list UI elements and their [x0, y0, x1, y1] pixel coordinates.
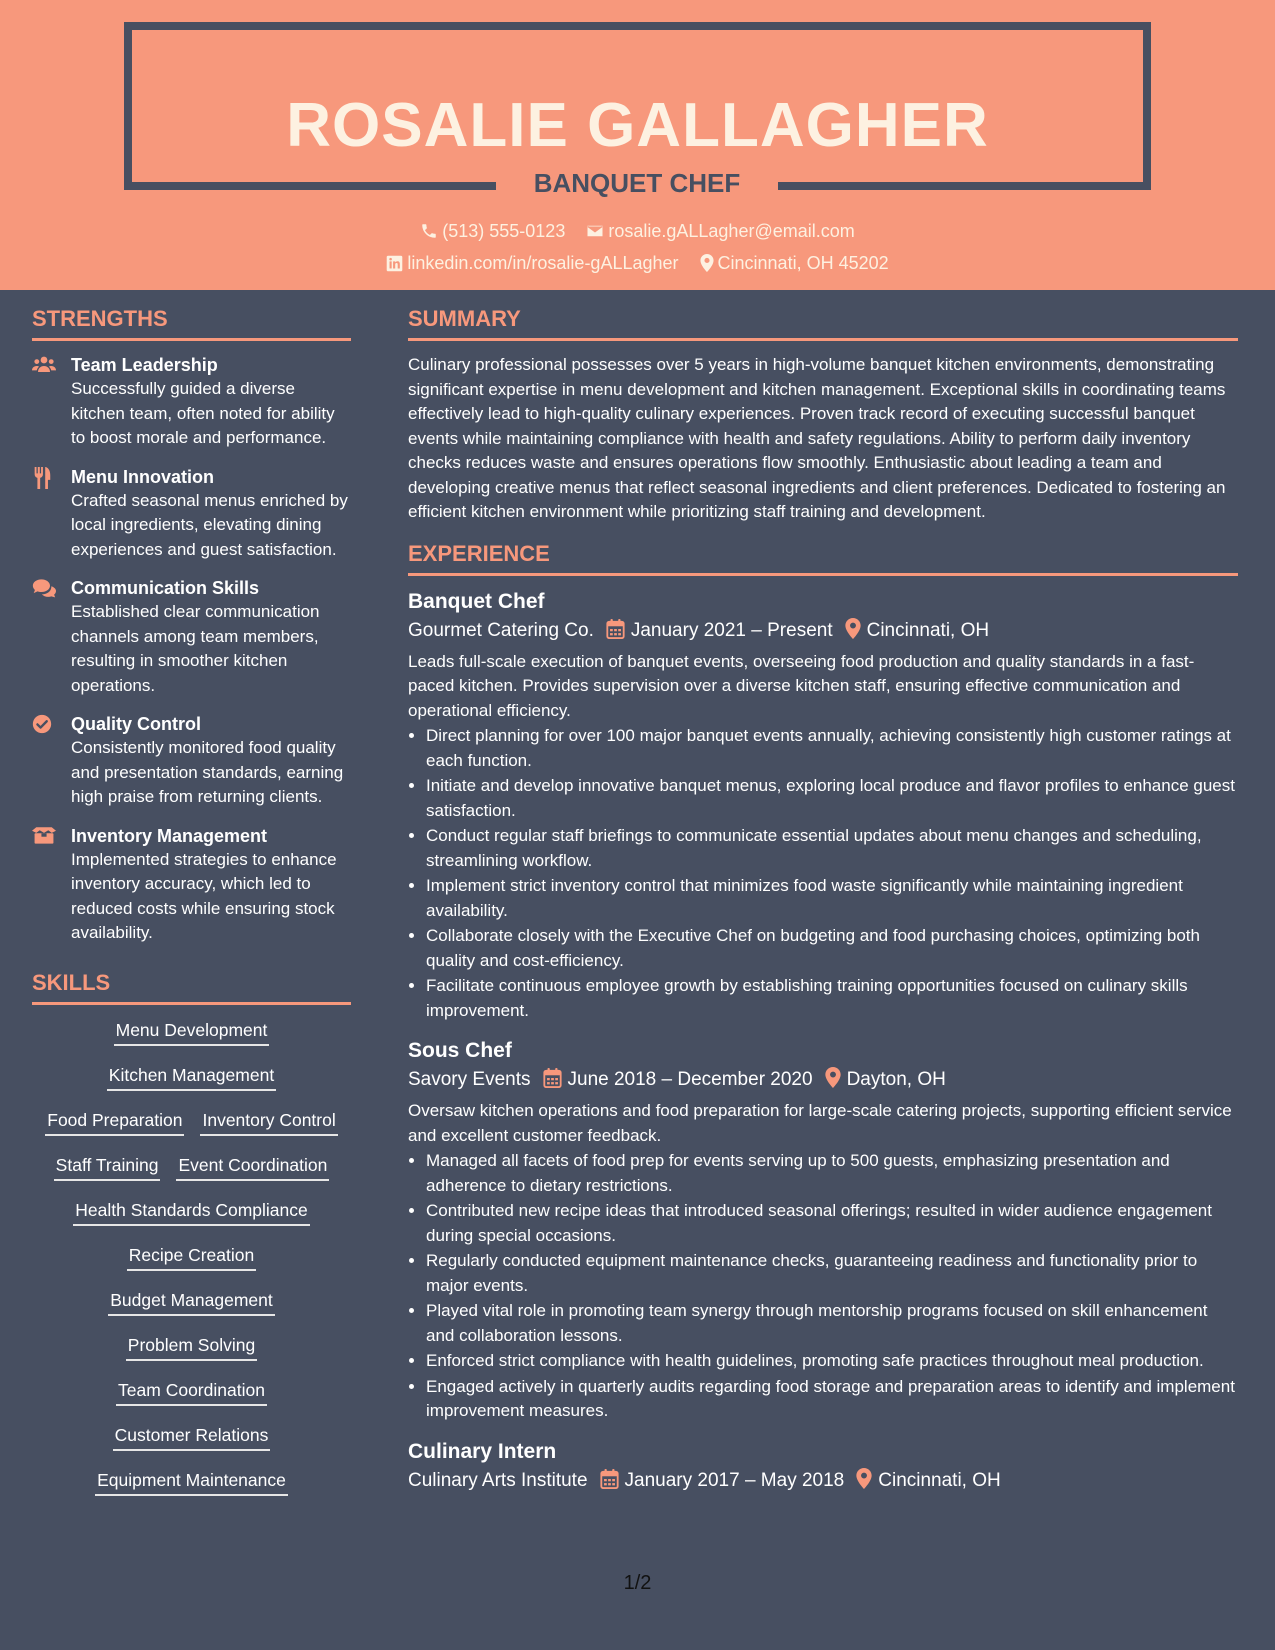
job-bullet: • Implement strict inventory control that minimizes food waste significantly while maintaining ingredient availability.	[426, 874, 1238, 923]
strength-item	[32, 353, 351, 451]
summary-heading: SUMMARY	[408, 306, 1238, 341]
job-location: Dayton, OH	[846, 1069, 946, 1090]
job-bullets	[408, 724, 1238, 1023]
job-dates: January 2021 – Present	[630, 619, 833, 641]
strength-title: Inventory Management	[71, 825, 268, 846]
skill-tag: Recipe Creation	[127, 1244, 256, 1271]
skill-row	[32, 1469, 351, 1514]
skill-row	[32, 1289, 351, 1334]
job-description: Oversaw kitchen operations and food preparation for large-scale catering projects, supporting efficient service and excellent customer feedback.	[408, 1101, 1232, 1145]
candidate-name: ROSALIE GALLAGHER	[286, 91, 989, 160]
job-bullet: • Engaged actively in quarterly audits regarding food storage and preparation areas to identify and implement improvement measures.	[426, 1375, 1238, 1424]
location-text: Cincinnati, OH 45202	[717, 253, 889, 273]
job-bullet: • Collaborate closely with the Executive Chef on budgeting and food purchasing choices, optimizing both quality and cost-efficiency.	[426, 924, 1238, 973]
job-location: Cincinnati, OH	[878, 1469, 1001, 1491]
job-bullet: • Contributed new recipe ideas that introduced seasonal offerings; resulted in wider audience engagement during special occasions.	[426, 1199, 1238, 1248]
strength-description: Implemented strategies to enhance inventory accuracy, which led to reduced costs while ensuring stock availability.	[71, 849, 337, 942]
name-frame	[124, 22, 1151, 190]
job-bullets	[408, 1149, 1238, 1424]
utensils-icon	[32, 467, 56, 487]
strength-item	[32, 465, 351, 563]
strength-description: Established clear communication channels among team members, resulting in smoother kitchen operations.	[71, 602, 320, 695]
skill-tag: Problem Solving	[126, 1334, 257, 1361]
skill-row	[32, 1379, 351, 1424]
strength-title: Team Leadership	[71, 355, 218, 375]
skill-tag: Customer Relations	[113, 1424, 271, 1451]
linkedin-icon	[386, 255, 403, 272]
job-bullet: • Managed all facets of food prep for events serving up to 500 guests, emphasizing presentation and adherence to dietary restrictions.	[426, 1149, 1238, 1198]
resume-header	[0, 0, 1275, 290]
skill-tag: Budget Management	[108, 1289, 274, 1316]
job-meta	[408, 616, 1238, 646]
job-dates: January 2017 – May 2018	[624, 1469, 845, 1491]
company-name: Gourmet Catering Co.	[408, 619, 594, 641]
skill-row	[32, 1199, 351, 1244]
linkedin-text: linkedin.com/in/rosalie-gALLagher	[407, 253, 679, 273]
skill-tag: Kitchen Management	[107, 1064, 276, 1091]
check-circle-icon	[32, 714, 56, 734]
left-column	[32, 306, 351, 1514]
right-column	[408, 306, 1238, 1510]
map-pin-icon	[700, 254, 714, 272]
job-meta	[408, 1466, 1238, 1496]
experience-entry	[408, 1037, 1238, 1424]
skill-tag: Health Standards Compliance	[73, 1199, 310, 1226]
skill-row	[32, 1334, 351, 1379]
job-bullet: • Conduct regular staff briefings to communicate essential updates about menu changes and scheduling, streamlining workflow.	[426, 824, 1238, 873]
skill-row	[32, 1019, 351, 1064]
job-bullet: • Regularly conducted equipment maintenance checks, guaranteeing readiness and functionality prior to major events.	[426, 1249, 1238, 1298]
skill-tag: Staff Training	[54, 1154, 161, 1181]
phone-text: (513) 555-0123	[442, 221, 566, 241]
strength-item	[32, 824, 351, 946]
experience-list	[408, 588, 1238, 1496]
job-bullet: • Facilitate continuous employee growth by establishing training opportunities focused on culinary skills improvement.	[426, 974, 1238, 1023]
job-bullet: • Enforced strict compliance with health guidelines, promoting safe practices throughout meal production.	[426, 1349, 1238, 1374]
map-pin-icon	[856, 1468, 872, 1489]
phone-icon	[420, 222, 438, 240]
experience-heading: EXPERIENCE	[408, 541, 1238, 576]
skill-tag: Team Coordination	[116, 1379, 267, 1406]
email-text: rosalie.gALLagher@email.com	[608, 221, 855, 241]
envelope-icon	[586, 222, 604, 240]
contact-phone[interactable]	[420, 221, 565, 242]
map-pin-icon	[825, 1067, 841, 1088]
skills-heading: SKILLS	[32, 970, 351, 1005]
strength-title: Communication Skills	[71, 578, 260, 598]
contact-email[interactable]	[586, 221, 854, 242]
strength-description: Crafted seasonal menus enriched by local ingredients, elevating dining experiences and guest satisfaction.	[71, 490, 348, 559]
skill-tag: Menu Development	[114, 1019, 270, 1046]
job-location: Cincinnati, OH	[866, 619, 990, 641]
strength-item	[32, 712, 351, 810]
skill-row	[32, 1424, 351, 1469]
job-role: Banquet Chef	[408, 589, 545, 613]
job-meta	[408, 1065, 1238, 1095]
job-bullet: • Direct planning for over 100 major banquet events annually, achieving consistently high customer ratings at each function.	[426, 724, 1238, 773]
calendar-icon	[600, 1469, 619, 1489]
skills-list	[32, 1019, 351, 1514]
skill-row	[32, 1244, 351, 1289]
job-bullet: • Played vital role in promoting team synergy through mentorship programs focused on skill enhancement and collaboration lessons.	[426, 1299, 1238, 1348]
job-description: Leads full-scale execution of banquet events, overseeing food production and quality standards in a fast-paced kitchen. Provides supervision over a diverse kitchen staff, ensuring effective communication and operational efficiency.	[408, 651, 1195, 720]
job-role: Culinary Intern	[408, 1439, 557, 1463]
strength-title: Menu Innovation	[71, 466, 214, 487]
page-number: 1/2	[623, 1572, 652, 1594]
contact-row-2	[0, 253, 1275, 274]
skill-tag: Event Coordination	[176, 1154, 329, 1181]
skill-row	[32, 1109, 351, 1154]
boxes-icon	[32, 826, 56, 846]
strengths-heading: STRENGTHS	[32, 306, 351, 341]
calendar-icon	[543, 1068, 562, 1088]
summary-text: Culinary professional possesses over 5 years in high-volume banquet kitchen environments, demonstrating significant expertise in menu development and kitchen management. Exceptional skills in coordinating teams effectively lead to high-quality culinary experiences. Proven track record of executing successful banquet events while maintaining compliance with health and safety regulations. Ability to perform daily inventory checks reduces waste and ensures operations flow smoothly. Enthusiastic about leading a team and developing creative menus that reflect seasonal ingredients and client preferences. Dedicated to fostering an efficient kitchen environment while prioritizing staff training and development.	[408, 355, 1226, 521]
experience-entry	[408, 1438, 1238, 1496]
skill-row	[32, 1154, 351, 1199]
skill-tag: Equipment Maintenance	[95, 1469, 288, 1496]
strength-title: Quality Control	[71, 714, 201, 734]
calendar-icon	[606, 619, 625, 639]
job-dates: June 2018 – December 2020	[567, 1069, 813, 1090]
strength-description: Consistently monitored food quality and presentation standards, earning high praise from returning clients.	[71, 738, 344, 806]
job-role: Sous Chef	[408, 1039, 512, 1062]
skill-row	[32, 1064, 351, 1109]
contact-linkedin[interactable]	[386, 253, 678, 274]
strengths-list	[32, 353, 351, 946]
contact-location	[700, 253, 889, 274]
map-pin-icon	[845, 618, 861, 639]
skill-tag: Inventory Control	[200, 1109, 337, 1136]
job-bullet: • Initiate and develop innovative banquet menus, exploring local produce and flavor profiles to enhance guest satisfaction.	[426, 774, 1238, 823]
contact-row	[0, 221, 1275, 242]
users-icon	[32, 355, 56, 375]
comments-icon	[32, 578, 56, 598]
strength-item	[32, 576, 351, 698]
job-title: BANQUET CHEF	[533, 168, 741, 198]
company-name: Culinary Arts Institute	[408, 1469, 588, 1491]
company-name: Savory Events	[408, 1069, 531, 1090]
strength-description: Successfully guided a diverse kitchen team, often noted for ability to boost morale and performance.	[71, 379, 335, 447]
experience-entry	[408, 588, 1238, 1024]
skill-tag: Food Preparation	[45, 1109, 184, 1136]
